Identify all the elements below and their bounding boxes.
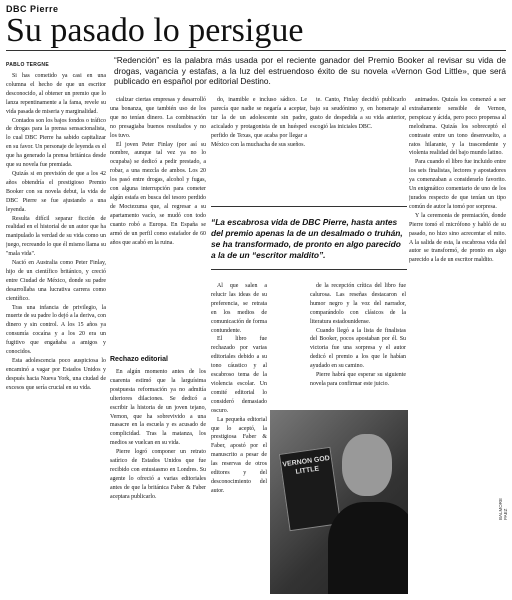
paragraph: Al que salen a relucir las ideas de su preferencia, se retrata en los medios de comunicación de forma contundente. bbox=[211, 283, 267, 334]
author-photo bbox=[270, 410, 408, 594]
paragraph: Si has cometido ya casi en una columna el hecho de que un escritor desconocido, al obtener un premio que lo lanza repentinamente a la fama, revele su vida pasada de miseria y marginalidad. bbox=[6, 73, 106, 115]
author-face bbox=[342, 434, 392, 496]
paragraph: Para cuando el libro fue incluido entre los seis finalistas, lectores y apostadores ya comenzaban a considerarlo favorito. Un enigmático comentario de uno de los jurados respecto de que tenían un tipo común de autor la tomó por sorpresa. bbox=[409, 159, 506, 210]
paragraph: En algún momento antes de los cuarenta estimó que la larguísima postpuesta reformación ya no admitía ulteriores dilaciones. Se dedicó a escribir la historia de un joven tejano, Vernon, que ha sobrevivido a una masacre en la escuela y es acusado de complicidad. Tras la matanza, los medios se vuelcan en su vida. bbox=[110, 369, 206, 447]
column-1 bbox=[6, 72, 106, 594]
paragraph: Contados son los bajos fondos o tráfico de drogas para la prensa sensacionalista, lo cual DBC Pierre ha sabido capitalizar en su favor. Un personaje de leyenda es el que ha generado la prensa británica desde que su novela fue premiada. bbox=[6, 117, 106, 169]
paragraph: animados. Quizás los comenzó a ser extrañamente sensible de Vernon, perspicaz y ácida, pero poco propensa al melodrama. Quizás los sobreceptó el contraste entre un tono desenvuelto, a ratos hilarante, y la trascendente y violenta realidad del bajo mundo latino. bbox=[409, 97, 506, 157]
paragraph: El libro fue rechazado por varias editoriales debido a su tono cáustico y al escabroso tema de la violencia escolar. Un comité editorial lo consideró demasiado oscuro. bbox=[211, 336, 267, 414]
column-5 bbox=[409, 96, 506, 594]
paragraph: Pierre habrá que esperar su siguiente novela para confirmar este juicio. bbox=[310, 372, 406, 387]
paragraph: te. Canto, Finlay decidió publicarlo bajo su seudónimo y, en homenaje al gusto de despedida a su vida anterior, escogió las iniciales DBC. bbox=[310, 97, 406, 130]
paragraph: de la recepción crítica del libro fue calurosa. Las reseñas destacaron el humor negro y la voz del narrador, comparándolo con clásicos de la literatura estadounidense. bbox=[310, 283, 406, 325]
kicker: DBC Pierre bbox=[6, 4, 59, 14]
paragraph: Y la ceremonia de premiación, donde Pierre tomó el micrófono y habló de su pasado, no hizo sino acrecentar el mito. A la salida de esta, la escabrosa vida del autor se transformó, de pronto en algo parecido a la de un escritor maldito. bbox=[409, 212, 506, 264]
paragraph: La pequeña editorial que lo aceptó, la prestigiosa Faber & Faber, apostó por el manuscrito a pesar de las reservas de otros editores y del desconocimiento del autor. bbox=[211, 416, 267, 494]
paragraph: Quizás si en previsión de que a los 42 años obtendría el prestigioso Premio Booker con su novela debut, la vida de DBC Pierre se fue ajustando a una leyenda. bbox=[6, 170, 106, 213]
book-cover: VERNON GOD LITTLE bbox=[279, 447, 341, 531]
lede: “Redención” es la palabra más usada por el reciente ganador del Premio Booker al revisar su vida de drogas, vagancia y estafas, a la luz del estruendoso éxito de su novela «Vernon God Little», que será publicado en español por editorial Destino. bbox=[114, 55, 506, 87]
paragraph: Resulta difícil separar ficción de realidad en el historial de un autor que ha manipulado la verdad de su vida como un juego, recreando lo que él mismo llama su "mala vida". bbox=[6, 215, 106, 258]
paragraph: Nació en Australia como Peter Finlay, hijo de un científico británico, y creció entre Ciudad de México, donde su padre desarrollaba una lucrativa carrera como científico. bbox=[6, 260, 106, 302]
paragraph: Esta adolescencia poco auspiciosa lo encaminó a vagar por Estados Unidos y después hacia Nueva York, una ciudad de excesos que sería crucial en su vida. bbox=[6, 358, 106, 391]
byline: PABLO TERGNE bbox=[6, 62, 49, 68]
column-3-lower bbox=[211, 282, 267, 594]
column-2-lower bbox=[110, 368, 206, 594]
paragraph: Tras una infancia de privilegio, la muerte de su padre lo dejó a la deriva, con dinero y sin control. A los 15 años ya consumía cocaína y a los 20 era un fugitivo que engañaba a amigos y conocidos. bbox=[6, 304, 106, 356]
author-coat bbox=[328, 502, 408, 594]
column-3 bbox=[211, 96, 307, 202]
paragraph: El joven Peter Finlay (por así su nombre, aunque tal vez ya no lo ocupaba) se dedicó a pedir prestado, a robar, a una mezcla de ambos. Los 20 los pasó entre drogas, alcohol y fugas, con alguna interrupción para cometer algún estafa en busca del tesoro perdido de Moctezuma que, al regresar a su apartamento vacío, se mudó con todo cuanto robó a Europa. En España se armó de un perfil como estafador de 60 años que acabó en la ruina. bbox=[110, 141, 206, 246]
paragraph: Pierre logró componer un retrato satírico de Estados Unidos que fue recibido con entusiasmo en Londres. Su agente lo ofreció a varias editoriales antes de que la británica Faber & Faber aceptara publicarlo. bbox=[110, 449, 206, 500]
column-2 bbox=[110, 96, 206, 354]
pull-quote: “La escabrosa vida de DBC Pierre, hasta antes del premio apenas la de un desalmado o truhán, se ha transformado, de pronto en algo parecido a la de un “escritor maldito”. bbox=[211, 206, 407, 270]
photo-credit: BALMORE PAEZ bbox=[498, 497, 508, 520]
headline-rule bbox=[6, 50, 506, 51]
paragraph: cializar ciertas empresas y desarrolló una bonanza, que también uso de los que no tenían dinero. La combinación no presagiaba buenos resultados y no los tuvo. bbox=[110, 97, 206, 139]
subhead: Rechazo editorial bbox=[110, 356, 168, 363]
paragraph: do, inamible e incluso sádico. Le parecía que nadie se negaría a aceptar, tur la de un adolescente sin padre, acicalado y protagonista de un huésped perfido de Texas, que acaba por llegar a México con la muchacha de sus sueños. bbox=[211, 97, 307, 148]
paragraph: Cuando llegó a la lista de finalistas del Booker, pocos apostaban por él. Su victoria fue una sorpresa y el autor dedicó el premio a los que le habían ayudado en su camino. bbox=[310, 327, 406, 370]
column-4-lower bbox=[310, 282, 406, 406]
headline: Su pasado lo persigue bbox=[6, 12, 304, 49]
